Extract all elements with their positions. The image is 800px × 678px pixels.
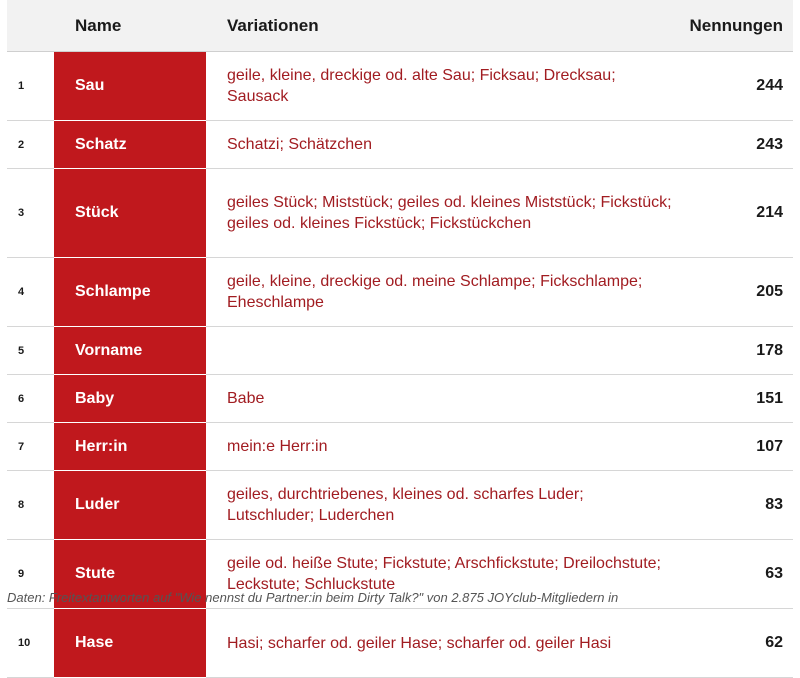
name-cell: Baby <box>54 375 206 423</box>
rank-cell: 1 <box>7 52 54 121</box>
variations-cell: Hasi; scharfer od. geiler Hase; scharfer od. geiler Hasi <box>206 609 683 678</box>
rank-cell: 3 <box>7 169 54 258</box>
rank-cell: 9 <box>7 540 54 609</box>
count-cell: 62 <box>683 609 793 678</box>
name-cell: Stück <box>54 169 206 258</box>
rank-cell: 5 <box>7 327 54 375</box>
table-row <box>7 258 793 327</box>
table-row <box>7 423 793 471</box>
table-header <box>7 0 793 52</box>
variations-cell: geiles, durchtriebenes, kleines od. scharfes Luder; Lutschluder; Luderchen <box>206 471 683 540</box>
count-cell: 178 <box>683 327 793 375</box>
name-cell: Herr:in <box>54 423 206 471</box>
count-cell: 83 <box>683 471 793 540</box>
source-footnote: Daten: Freitextantworten auf "Wie nennst du Partner:in beim Dirty Talk?" von 2.875 JOYclub-Mitgliedern in <box>7 590 619 605</box>
variations-cell: geiles Stück; Miststück; geiles od. kleines Miststück; Fickstück; geiles od. kleines Fickstück; Fickstückchen <box>206 169 683 258</box>
count-cell: 63 <box>683 540 793 609</box>
header-count[interactable]: Nennungen <box>683 0 793 52</box>
rank-cell: 10 <box>7 609 54 678</box>
rank-cell: 4 <box>7 258 54 327</box>
table-row <box>7 121 793 169</box>
variations-cell <box>206 327 683 375</box>
variations-cell: Schatzi; Schätzchen <box>206 121 683 169</box>
count-cell: 107 <box>683 423 793 471</box>
rank-cell: 7 <box>7 423 54 471</box>
name-cell: Vorname <box>54 327 206 375</box>
count-cell: 151 <box>683 375 793 423</box>
variations-cell: geile od. heiße Stute; Fickstute; Arschfickstute; Dreilochstute; Leckstute; Schluckstute <box>206 540 683 609</box>
table-row <box>7 169 793 258</box>
name-cell: Schlampe <box>54 258 206 327</box>
variations-cell: Babe <box>206 375 683 423</box>
count-cell: 214 <box>683 169 793 258</box>
name-cell: Luder <box>54 471 206 540</box>
name-cell: Hase <box>54 609 206 678</box>
table-body <box>7 52 793 678</box>
header-name[interactable]: Name <box>54 0 206 52</box>
table-row <box>7 471 793 540</box>
count-cell: 244 <box>683 52 793 121</box>
name-cell: Schatz <box>54 121 206 169</box>
name-cell: Sau <box>54 52 206 121</box>
variations-cell: mein:e Herr:in <box>206 423 683 471</box>
rank-cell: 2 <box>7 121 54 169</box>
count-cell: 205 <box>683 258 793 327</box>
rank-cell: 6 <box>7 375 54 423</box>
header-variations[interactable]: Variationen <box>206 0 683 52</box>
ranking-table-container <box>7 0 793 678</box>
rank-cell: 8 <box>7 471 54 540</box>
table-row <box>7 375 793 423</box>
ranking-table <box>7 0 793 678</box>
variations-cell: geile, kleine, dreckige od. meine Schlampe; Fickschlampe; Eheschlampe <box>206 258 683 327</box>
variations-cell: geile, kleine, dreckige od. alte Sau; Ficksau; Drecksau; Sausack <box>206 52 683 121</box>
table-row <box>7 609 793 678</box>
table-row <box>7 52 793 121</box>
table-row <box>7 327 793 375</box>
name-cell: Stute <box>54 540 206 609</box>
header-row <box>7 0 793 52</box>
count-cell: 243 <box>683 121 793 169</box>
header-rank <box>7 0 54 52</box>
